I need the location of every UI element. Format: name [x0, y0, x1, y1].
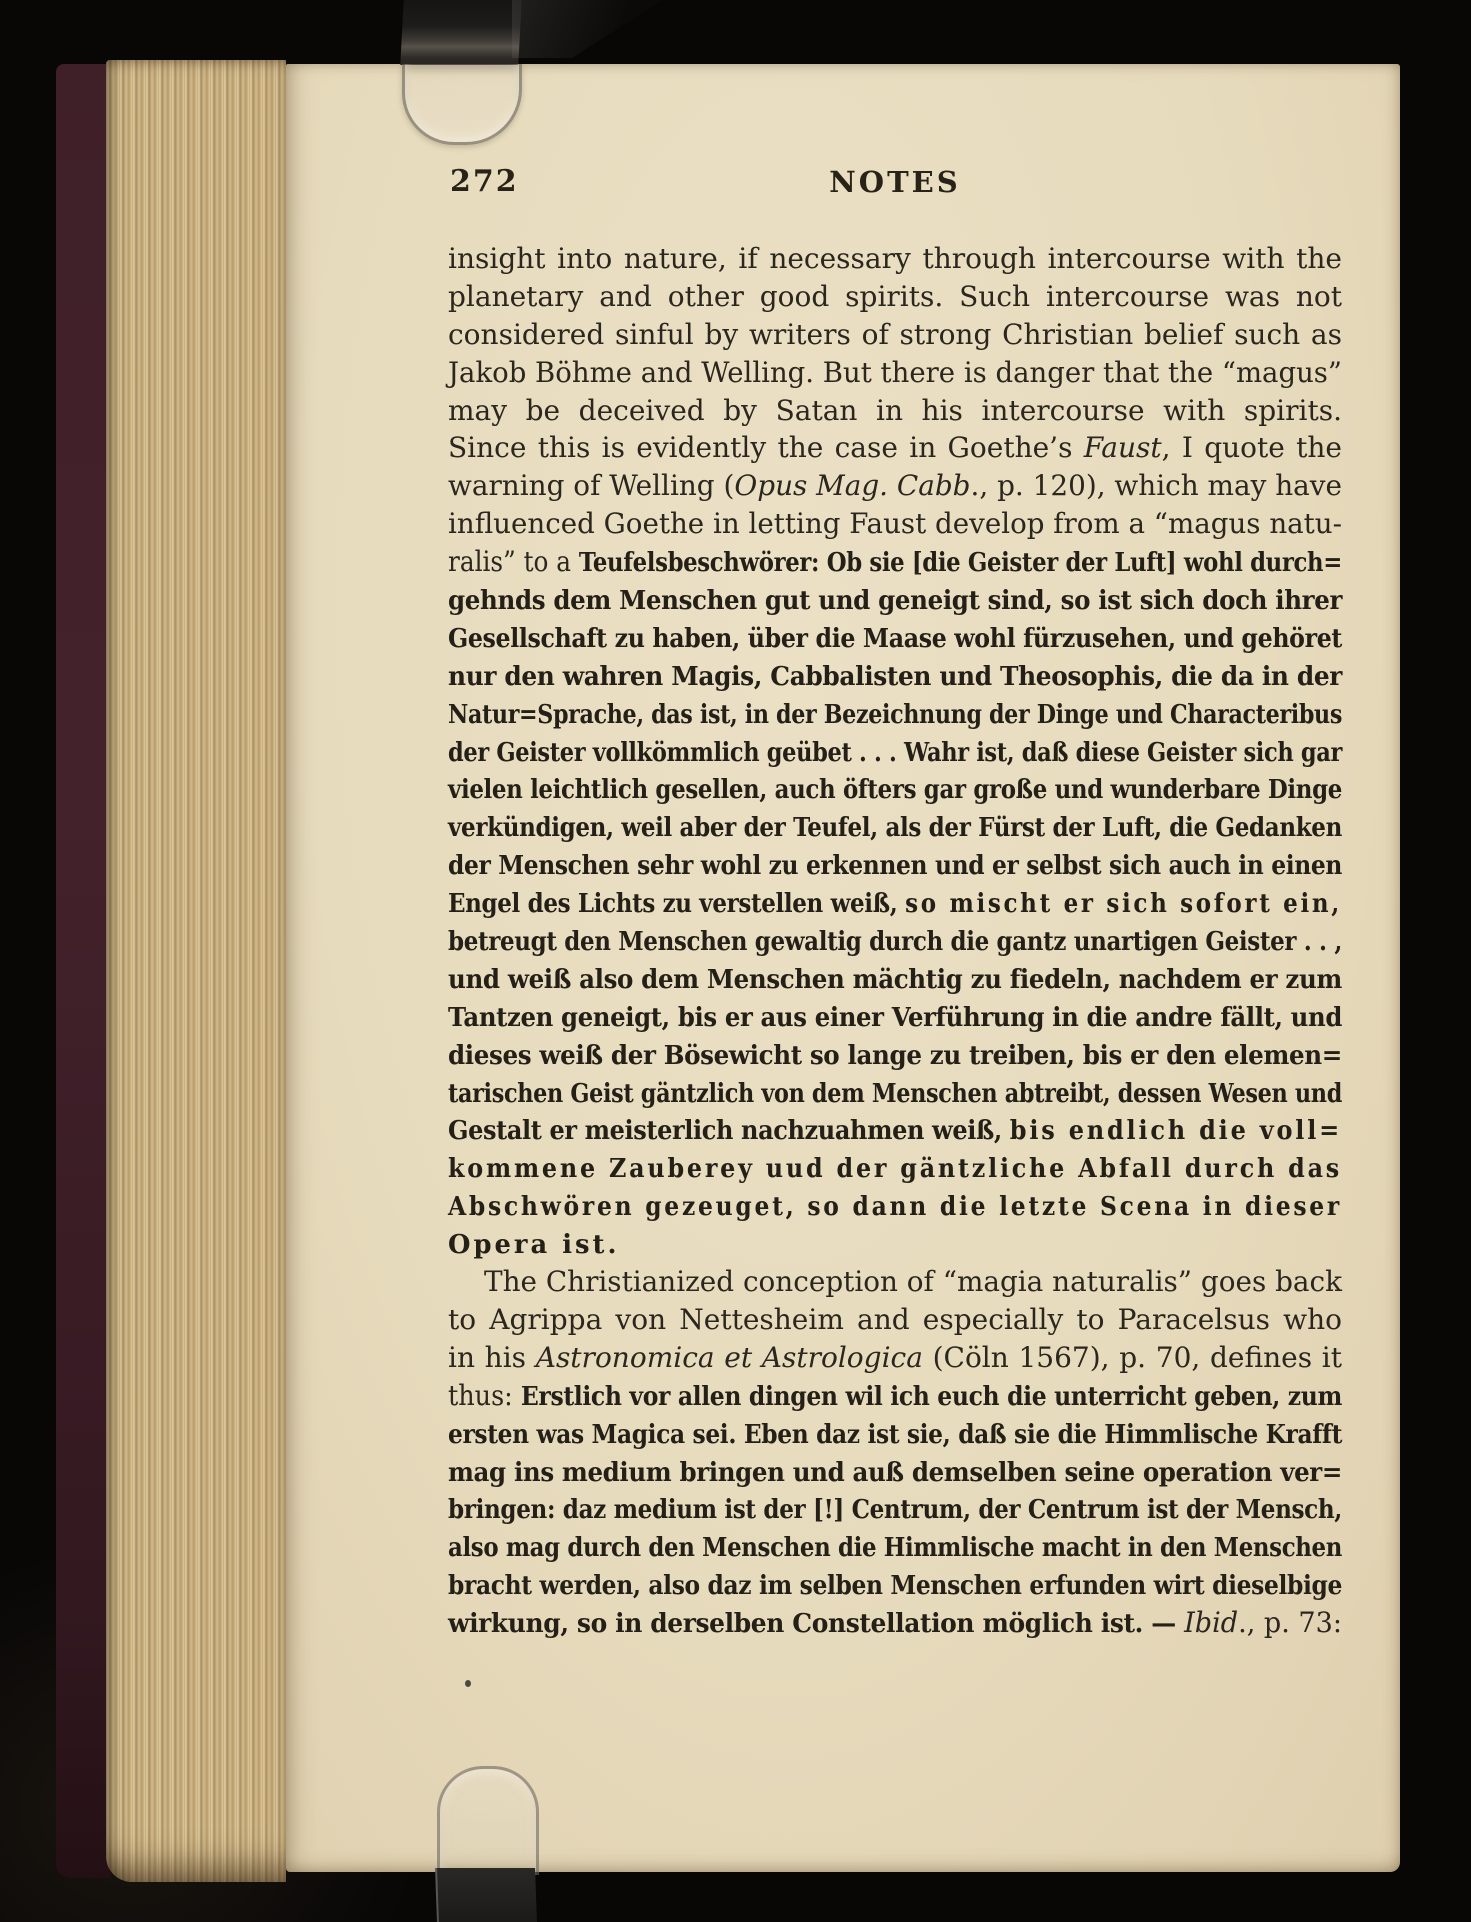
- text-segment-f: der Geister vollkömmlich geübet . . . Wahr ist, daß diese Geister sich gar: [448, 737, 1342, 768]
- text-segment-r: (Cöln 1567), p. 70, defines it: [922, 1340, 1342, 1374]
- text-line: [448, 1566, 1342, 1604]
- book-cover-edge: [56, 64, 110, 1878]
- text-line: [448, 770, 1342, 808]
- text-line: [448, 581, 1342, 619]
- text-line: [448, 1187, 1342, 1225]
- text-segment-f: nur den wahren Magis, Cabbalisten und Theosophis, die da in der: [448, 661, 1342, 692]
- text-line: [448, 1490, 1342, 1528]
- text-line: [448, 1453, 1342, 1491]
- text-line: [448, 543, 1342, 581]
- holder-strap-sheen: [512, 0, 662, 58]
- text-line: [448, 1377, 1342, 1415]
- text-line: [448, 392, 1342, 430]
- text-segment-f: Natur=Sprache, das ist, in der Bezeichnung der Dinge und Characteribus: [448, 699, 1342, 730]
- text-line: [448, 998, 1342, 1036]
- text-segment-fs: Abschwören gezeuget, so dann die letzte Scena in dieser: [448, 1192, 1342, 1223]
- text-segment-f: dieses weiß der Bösewicht so lange zu treiben, bis er den elemen=: [448, 1040, 1342, 1071]
- text-segment-r: may be deceived by Satan in his intercourse with spirits.: [448, 393, 1342, 427]
- page-stack-edges: [106, 60, 286, 1882]
- text-segment-f: Tantzen geneigt, bis er aus einer Verführung in die andre fällt, und: [448, 1002, 1342, 1033]
- text-segment-r: Since this is evidently the case in Goethe’s: [448, 431, 1084, 465]
- text-segment-f: verkündigen, weil aber der Teufel, als der Fürst der Luft, die Gedanken: [448, 813, 1342, 844]
- text-segment-f: vielen leichtlich gesellen, auch öfters gar große und wunderbare Dinge: [448, 775, 1342, 806]
- text-segment-f: Gesellschaft zu haben, über die Maase wohl fürzusehen, und gehöret: [448, 623, 1342, 654]
- text-segment-r: thus:: [448, 1378, 521, 1412]
- text-segment-f: Teufelsbeschwörer: Ob sie [die Geister der Luft] wohl durch=: [578, 548, 1342, 579]
- text-line: [448, 278, 1342, 316]
- text-segment-fs: bis endlich die voll=: [1009, 1116, 1342, 1147]
- text-segment-r: ., p. 120), which may have: [970, 469, 1342, 503]
- text-segment-i: Astronomica et Astrologica: [535, 1340, 923, 1374]
- text-segment-r: insight into nature, if necessary through intercourse with the: [448, 242, 1342, 275]
- holder-clamp-bottom: [437, 1766, 539, 1875]
- text-segment-r: planetary and other good spirits. Such intercourse was not: [448, 279, 1342, 313]
- text-segment-r: in his: [448, 1340, 536, 1374]
- text-segment-f: mag ins medium bringen und auß demselben seine operation ver=: [448, 1457, 1342, 1488]
- text-segment-f: Gestalt er meisterlich nachzuahmen weiß,: [448, 1116, 1010, 1147]
- text-segment-i: Faust: [1083, 431, 1162, 465]
- text-line: [448, 429, 1342, 467]
- text-line: [448, 619, 1342, 657]
- text-line: [448, 1339, 1342, 1377]
- text-segment-f: ersten was Magica sei. Eben daz ist sie, daß sie die Himmlische Krafft: [448, 1419, 1342, 1450]
- text-segment-r: influenced Goethe in letting Faust develop from a “magus natu-: [448, 507, 1342, 541]
- text-segment-f: betreugt den Menschen gewaltig durch die gantz unartigen Geister . . ,: [448, 927, 1342, 958]
- text-line: [448, 316, 1342, 354]
- text-line: [448, 1415, 1342, 1453]
- text-line: [448, 884, 1342, 922]
- text-line: [448, 467, 1342, 505]
- text-line: [448, 1301, 1342, 1339]
- ink-speck: [465, 1680, 471, 1687]
- text-segment-f: tarischen Geist gäntzlich von dem Menschen abtreibt, dessen Wesen und: [448, 1078, 1342, 1109]
- body-text: [448, 240, 1342, 1642]
- text-line: [448, 505, 1342, 543]
- text-segment-f: wirkung, so in derselben Constellation möglich ist. —: [448, 1609, 1185, 1640]
- text-segment-r: warning of Welling (: [448, 469, 735, 503]
- text-segment-f: und weiß also dem Menschen mächtig zu fiedeln, nachdem er zum: [448, 964, 1342, 995]
- text-line: [448, 960, 1342, 998]
- text-segment-f: gehnds dem Menschen gut und geneigt sind, so ist sich doch ihrer: [448, 586, 1342, 617]
- text-segment-i: Ibid: [1184, 1606, 1239, 1640]
- text-segment-fs: kommene Zauberey uud der gäntzliche Abfall durch das: [448, 1154, 1342, 1185]
- text-line: [448, 1528, 1342, 1566]
- book-page: [286, 64, 1400, 1872]
- text-segment-f: Erstlich vor allen dingen wil ich euch die unterricht geben, zum: [520, 1381, 1342, 1412]
- text-segment-f: bringen: daz medium ist der [!] Centrum, der Centrum ist der Mensch,: [448, 1495, 1342, 1526]
- text-line: [448, 808, 1342, 846]
- running-head: [448, 164, 1342, 206]
- text-segment-f: Engel des Lichts zu verstellen weiß,: [448, 889, 906, 920]
- text-line: [448, 1111, 1342, 1149]
- page-number: 272: [450, 164, 519, 199]
- text-line: [448, 657, 1342, 695]
- text-line: [448, 354, 1342, 392]
- text-segment-r: Jakob Böhme and Welling. But there is danger that the “magus”: [448, 355, 1342, 389]
- text-line: [448, 1225, 1342, 1263]
- text-line: [448, 1263, 1342, 1301]
- text-segment-fs: so mischt er sich sofort ein,: [905, 889, 1342, 920]
- text-segment-r: , I quote the: [1161, 431, 1342, 465]
- text-line: [448, 733, 1342, 771]
- text-line: [448, 1604, 1342, 1642]
- text-line: [448, 922, 1342, 960]
- text-line: [448, 846, 1342, 884]
- holder-strap-bottom: [435, 1868, 537, 1922]
- text-segment-r: ralis” to a: [448, 545, 579, 579]
- text-line: [448, 1149, 1342, 1187]
- text-segment-i: Opus Mag. Cabb: [734, 469, 971, 503]
- text-segment-f: bracht werden, also daz im selben Menschen erfunden wirt dieselbige: [448, 1571, 1342, 1602]
- holder-strap-top: [400, 0, 521, 65]
- text-line: [448, 1074, 1342, 1112]
- text-segment-f: also mag durch den Menschen die Himmlische macht in den Menschen: [448, 1533, 1342, 1564]
- text-segment-r: to Agrippa von Nettesheim and especially to Paracelsus who: [448, 1302, 1342, 1336]
- text-line: [448, 695, 1342, 733]
- text-line: [448, 240, 1342, 278]
- text-segment-f: der Menschen sehr wohl zu erkennen und er selbst sich auch in einen: [448, 851, 1342, 882]
- running-head-title: NOTES: [829, 165, 961, 199]
- text-segment-r: The Christianized conception of “magia naturalis” goes back: [484, 1265, 1342, 1299]
- text-segment-r: ., p. 73:: [1238, 1606, 1342, 1640]
- text-line: [448, 1036, 1342, 1074]
- text-segment-r: considered sinful by writers of strong Christian belief such as: [448, 317, 1342, 351]
- text-segment-fs: Opera ist.: [448, 1230, 620, 1261]
